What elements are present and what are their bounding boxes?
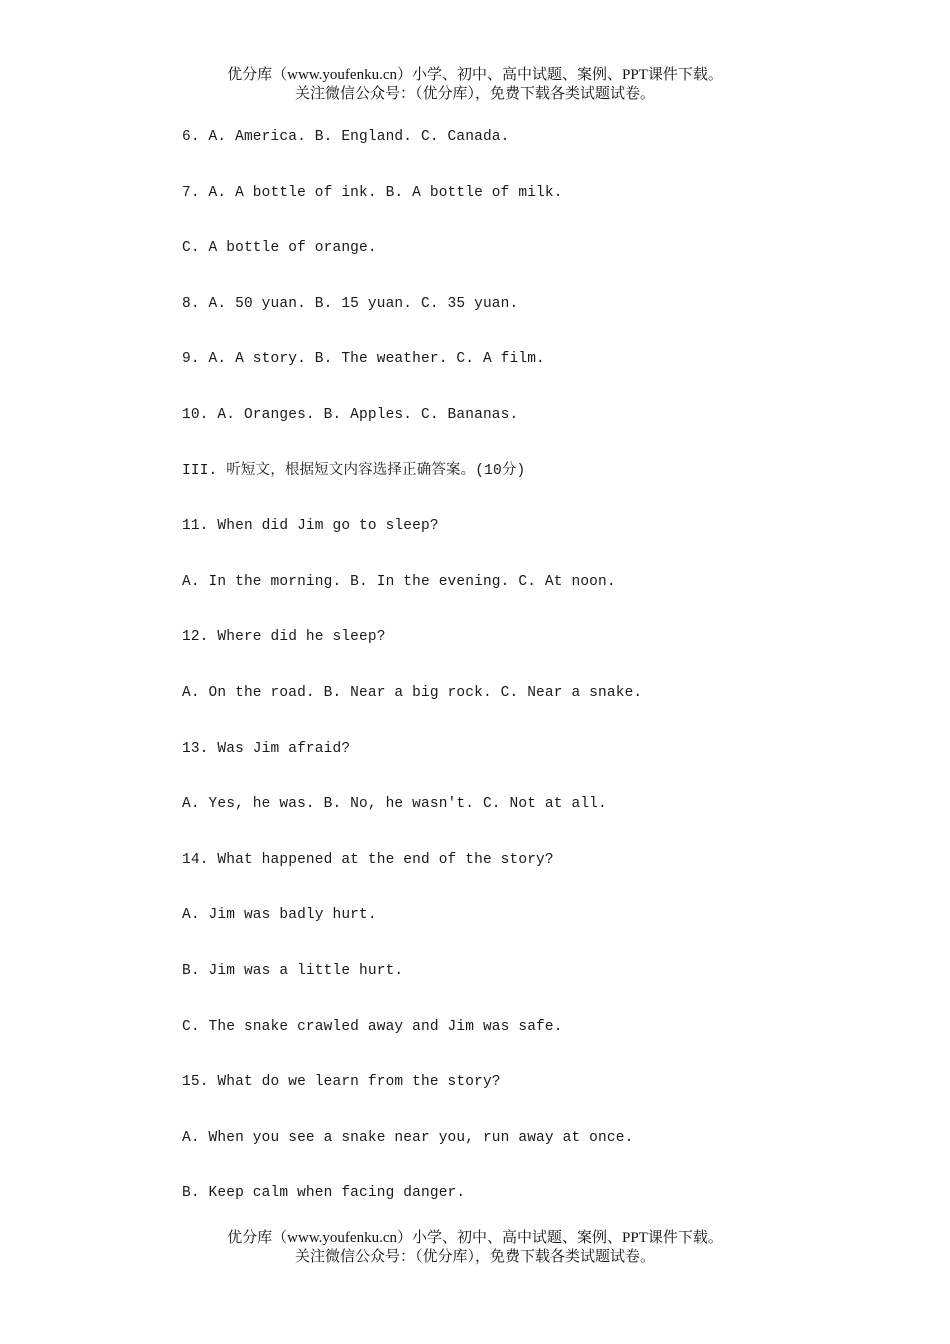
page-header — [0, 66, 950, 104]
question-7-options: 7. A. A bottle of ink. B. A bottle of milk. — [182, 184, 563, 201]
question-7-option-c: C. A bottle of orange. — [182, 240, 377, 257]
header-line-2: 关注微信公众号：（优分库），免费下载各类试题试卷。 — [294, 86, 655, 102]
question-13-options: A. Yes, he was. B. No, he wasn't. C. Not at all. — [182, 796, 607, 813]
question-10-options: 10. A. Oranges. B. Apples. C. Bananas. — [182, 406, 519, 423]
header-line-1: 优分库（www.youfenku.cn）小学、初中、高中试题、案例、PPT课件下载。 — [227, 67, 723, 83]
exam-content — [182, 128, 882, 1240]
question-15: 15. What do we learn from the story? — [182, 1074, 501, 1091]
footer-line-2: 关注微信公众号：（优分库），免费下载各类试题试卷。 — [294, 1249, 655, 1265]
question-14-option-c: C. The snake crawled away and Jim was safe. — [182, 1018, 563, 1035]
question-14: 14. What happened at the end of the story? — [182, 851, 554, 868]
question-12-options: A. On the road. B. Near a big rock. C. Near a snake. — [182, 684, 643, 701]
question-6-options: 6. A. America. B. England. C. Canada. — [182, 129, 510, 145]
question-15-option-a: A. When you see a snake near you, run away at once. — [182, 1129, 634, 1146]
question-12: 12. Where did he sleep? — [182, 629, 386, 646]
question-14-option-b: B. Jim was a little hurt. — [182, 962, 404, 979]
question-14-option-a: A. Jim was badly hurt. — [182, 907, 377, 924]
question-11-options: A. In the morning. B. In the evening. C. At noon. — [182, 573, 616, 590]
question-8-options: 8. A. 50 yuan. B. 15 yuan. C. 35 yuan. — [182, 295, 519, 312]
question-13: 13. Was Jim afraid? — [182, 740, 351, 757]
page-footer — [0, 1229, 950, 1267]
footer-line-1: 优分库（www.youfenku.cn）小学、初中、高中试题、案例、PPT课件下载。 — [227, 1230, 723, 1246]
section-3-heading: III. 听短文，根据短文内容选择正确答案。(10分) — [182, 462, 526, 479]
question-9-options: 9. A. A story. B. The weather. C. A film. — [182, 351, 545, 368]
question-15-option-b: B. Keep calm when facing danger. — [182, 1185, 466, 1202]
question-11: 11. When did Jim go to sleep? — [182, 518, 439, 535]
